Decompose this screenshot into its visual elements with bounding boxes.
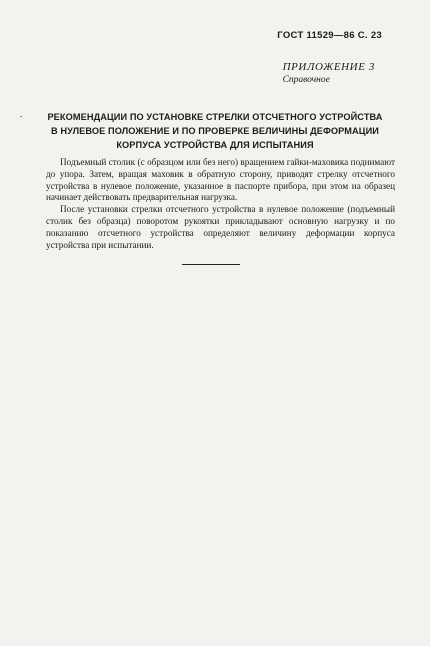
section-body [46, 157, 395, 251]
section-title-line: РЕКОМЕНДАЦИИ ПО УСТАНОВКЕ СТРЕЛКИ ОТСЧЕТНОГО УСТРОЙСТВА [47, 112, 383, 122]
appendix-block [283, 61, 375, 85]
appendix-subtitle: Справочное [282, 75, 330, 85]
end-rule-divider [182, 264, 240, 265]
scan-speck [20, 116, 22, 117]
page-header-reference: ГОСТ 11529—86 С. 23 [277, 30, 382, 41]
appendix-title: ПРИЛОЖЕНИЕ 3 [282, 61, 375, 73]
section-title-line: В НУЛЕВОЕ ПОЛОЖЕНИЕ И ПО ПРОВЕРКЕ ВЕЛИЧИНЫ ДЕФОРМАЦИИ [51, 126, 379, 136]
body-paragraph: После установки стрелки отсчетного устройства в нулевое положение (подъемный столик без образца) поворотом рукоятки прикладывают основную нагрузку и по показанию отсчетного устройства определяют величину деформации корпуса устройства при испытании. [46, 204, 395, 250]
body-paragraph: Подъемный столик (с образцом или без него) вращением гайки-маховика поднимают до упора. Затем, вращая маховик в обратную сторону, приводят стрелку отсчетного устройства в нулевое положение, указанное в паспорте прибора, при этом на образец начинает действовать предварительная нагрузка. [46, 157, 395, 203]
section-title [30, 110, 400, 152]
section-title-line: КОРПУСА УСТРОЙСТВА ДЛЯ ИСПЫТАНИЯ [116, 140, 314, 150]
